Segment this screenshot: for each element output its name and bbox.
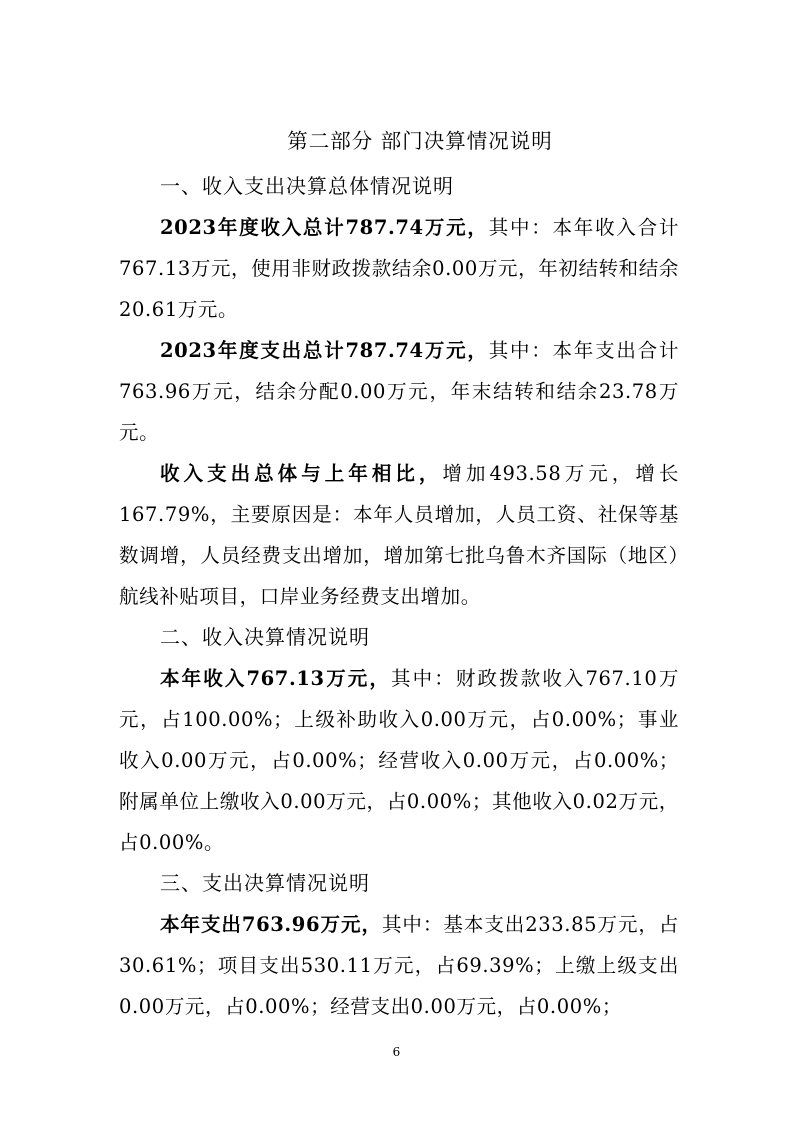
section-1-paragraph-2 bbox=[119, 330, 679, 453]
section-1-paragraph-1-text: 其中：本年收入合计767.13万元，使用非财政拨款结余0.00万元，年初结转和结余20.61万元。 bbox=[119, 216, 679, 321]
section-3-heading: 三、支出决算情况说明 bbox=[160, 871, 370, 895]
section-1-paragraph-1-lead: 2023年度收入总计787.74万元， bbox=[160, 216, 489, 239]
page-title: 第二部分 部门决算情况说明 bbox=[287, 129, 553, 153]
page-number: 6 bbox=[392, 1045, 401, 1059]
section-1-paragraph-2-lead: 2023年度支出总计787.74万元， bbox=[160, 339, 489, 362]
section-2-paragraph-1 bbox=[119, 658, 679, 863]
section-1-paragraph-3 bbox=[119, 453, 679, 617]
document-body bbox=[119, 166, 679, 1027]
section-2-heading: 二、收入决算情况说明 bbox=[160, 625, 370, 649]
section-2-paragraph-1-lead: 本年收入767.13万元， bbox=[160, 667, 392, 690]
section-1-heading: 一、收入支出决算总体情况说明 bbox=[160, 174, 454, 198]
section-3-paragraph-1-lead: 本年支出763.96万元， bbox=[160, 913, 382, 936]
section-3-paragraph-1 bbox=[119, 904, 679, 1027]
section-1-paragraph-3-text: 增加493.58万元，增长167.79%，主要原因是：本年人员增加，人员工资、社保等基数调增，人员经费支出增加，增加第七批乌鲁木齐国际（地区）航线补贴项目，口岸业务经费支出增加。 bbox=[119, 462, 679, 608]
section-3-paragraph-1-text: 其中：基本支出233.85万元，占30.61%；项目支出530.11万元，占69.39%；上缴上级支出0.00万元，占0.00%；经营支出0.00万元，占0.00%； bbox=[119, 913, 679, 1018]
section-1-paragraph-1 bbox=[119, 207, 679, 330]
section-1-paragraph-2-text: 其中：本年支出合计763.96万元，结余分配0.00万元，年末结转和结余23.78万元。 bbox=[119, 339, 679, 444]
section-1-paragraph-3-lead: 收入支出总体与上年相比， bbox=[160, 462, 443, 485]
section-2-paragraph-1-text: 其中：财政拨款收入767.10万元，占100.00%；上级补助收入0.00万元，占0.00%；事业收入0.00万元，占0.00%；经营收入0.00万元，占0.00%；附属单位上缴收入0.00万元，占0.00%；其他收入0.02万元，占0.00%。 bbox=[119, 667, 679, 854]
